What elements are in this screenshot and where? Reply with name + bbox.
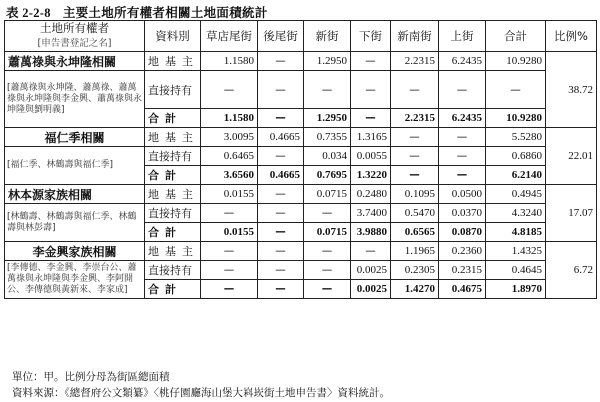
record-type: 直接持有: [145, 204, 201, 223]
area-value: 0.2480: [351, 185, 391, 204]
area-value: 0.7695: [304, 166, 351, 185]
owner-group-name: 蕭萬祿與永坤隆相關: [5, 52, 145, 71]
area-value: —: [258, 147, 304, 166]
area-value: 2.2315: [391, 109, 439, 128]
record-type: 地基主: [145, 128, 201, 147]
record-type: 直接持有: [145, 71, 201, 109]
record-type: 合計: [145, 109, 201, 128]
table-row: [5, 204, 597, 223]
area-value: 3.0095: [201, 128, 258, 147]
area-value: 0.6565: [391, 223, 439, 242]
area-value: 0.4645: [486, 261, 546, 280]
area-value: 4.3240: [486, 204, 546, 223]
ratio-value: 17.07: [546, 185, 597, 242]
table-caption: 主要土地所有權者相關土地面積統計: [62, 5, 268, 20]
area-value: 0.6465: [201, 147, 258, 166]
col-header: 合計: [486, 21, 546, 52]
area-value: —: [201, 280, 258, 299]
area-value: 3.9880: [351, 223, 391, 242]
area-value: 0.0715: [304, 185, 351, 204]
record-type: 直接持有: [145, 147, 201, 166]
table-row: [5, 52, 597, 71]
record-type: 合計: [145, 280, 201, 299]
table-row: [5, 71, 597, 109]
area-value: —: [304, 261, 351, 280]
area-value: —: [304, 242, 351, 261]
area-value: 0.0025: [351, 261, 391, 280]
header-row: [5, 21, 597, 52]
area-value: —: [258, 185, 304, 204]
area-value: 6.2140: [486, 166, 546, 185]
area-value: 10.9280: [486, 109, 546, 128]
area-value: —: [439, 71, 486, 109]
col-header: 新南街: [391, 21, 439, 52]
area-value: —: [351, 71, 391, 109]
area-value: 0.2360: [439, 242, 486, 261]
area-value: 1.1580: [201, 109, 258, 128]
col-header: 上街: [439, 21, 486, 52]
owner-group-name: 李金興家族相關: [5, 242, 145, 261]
area-value: 0.4665: [258, 128, 304, 147]
record-type: 直接持有: [145, 261, 201, 280]
col-header: 草店尾街: [201, 21, 258, 52]
owner-group-members: [福仁季、林鶴壽與福仁季]: [5, 147, 145, 185]
ratio-value: 38.72: [546, 52, 597, 128]
area-value: 1.4325: [486, 242, 546, 261]
owner-group-members: [林鶴壽、林鶴壽與福仁季、林鶴壽與林彭壽]: [5, 204, 145, 242]
col-header: 下街: [351, 21, 391, 52]
ratio-value: 6.72: [546, 242, 597, 299]
record-type: 合計: [145, 166, 201, 185]
area-value: 1.3220: [351, 166, 391, 185]
area-value: —: [351, 52, 391, 71]
footnote-source: 資料來源：《總督府公文類纂》〈桃仔園廳海山堡大嵙崁街土地申告書〉資料統計。: [12, 387, 390, 399]
area-value: 0.0870: [439, 223, 486, 242]
record-type: 合計: [145, 223, 201, 242]
owner-group-members: [蕭萬祿與永坤隆、蕭萬祿、蕭萬祿與永坤隆與李金興、蕭萬祿與永坤隆與劉明義]: [5, 71, 145, 128]
area-value: —: [201, 242, 258, 261]
owner-header-sub: [申告書登記之名]: [37, 38, 112, 49]
area-value: 0.0155: [201, 223, 258, 242]
area-value: —: [258, 280, 304, 299]
area-value: —: [258, 242, 304, 261]
area-value: 0.0370: [439, 204, 486, 223]
area-value: 6.2435: [439, 52, 486, 71]
area-value: —: [391, 147, 439, 166]
area-value: —: [304, 280, 351, 299]
area-value: 6.2435: [439, 109, 486, 128]
col-header: 新街: [304, 21, 351, 52]
ratio-value: 22.01: [546, 128, 597, 185]
area-value: —: [486, 71, 546, 109]
area-value: 0.4665: [258, 166, 304, 185]
area-value: —: [258, 52, 304, 71]
area-value: —: [391, 166, 439, 185]
area-value: —: [304, 204, 351, 223]
area-value: 0.2315: [439, 261, 486, 280]
table-row: [5, 147, 597, 166]
area-value: —: [201, 71, 258, 109]
owner-header-label: 土地所有權者: [40, 21, 109, 35]
area-value: —: [439, 147, 486, 166]
area-value: 1.8970: [486, 280, 546, 299]
record-type: 地基主: [145, 242, 201, 261]
area-value: 0.034: [304, 147, 351, 166]
record-type: 地基主: [145, 185, 201, 204]
area-value: 0.0500: [439, 185, 486, 204]
area-value: 0.0155: [201, 185, 258, 204]
area-value: 1.4270: [391, 280, 439, 299]
area-value: 0.0055: [351, 147, 391, 166]
table-row: [5, 242, 597, 261]
area-value: —: [258, 261, 304, 280]
owner-group-name: 林本源家族相關: [5, 185, 145, 204]
footnote-unit: 單位：甲。比例分母為街區總面積: [12, 371, 170, 383]
area-value: —: [439, 128, 486, 147]
type-header: 資料別: [145, 21, 201, 52]
area-value: 1.2950: [304, 109, 351, 128]
owner-group-members: [李傳德、李金興、李崇台公、蕭萬祿與永坤隆與李金興、李阿開公、李傳德與黃新來、李家成]: [5, 261, 145, 299]
table-row: [5, 261, 597, 280]
area-value: —: [351, 242, 391, 261]
col-header: 後尾街: [258, 21, 304, 52]
area-value: —: [201, 204, 258, 223]
area-value: 0.7355: [304, 128, 351, 147]
area-value: 1.2950: [304, 52, 351, 71]
area-value: —: [201, 261, 258, 280]
area-value: —: [391, 71, 439, 109]
table-title: [6, 3, 268, 21]
area-value: —: [258, 223, 304, 242]
land-area-table: [4, 20, 597, 299]
owner-header: [5, 21, 145, 52]
table-body: [5, 52, 597, 299]
area-value: —: [258, 71, 304, 109]
area-value: —: [258, 204, 304, 223]
area-value: 0.0715: [304, 223, 351, 242]
area-value: 5.5280: [486, 128, 546, 147]
area-value: 1.3165: [351, 128, 391, 147]
area-value: 2.2315: [391, 52, 439, 71]
area-value: 1.1580: [201, 52, 258, 71]
area-value: 3.6560: [201, 166, 258, 185]
area-value: —: [258, 109, 304, 128]
ratio-header: 比例%: [546, 21, 597, 52]
area-value: 4.8185: [486, 223, 546, 242]
area-value: 3.7400: [351, 204, 391, 223]
table-number: 表 2-2-8: [6, 6, 51, 20]
area-value: —: [391, 128, 439, 147]
area-value: 0.6860: [486, 147, 546, 166]
area-value: —: [439, 166, 486, 185]
area-value: 0.1095: [391, 185, 439, 204]
area-value: 10.9280: [486, 52, 546, 71]
area-value: 0.0025: [351, 280, 391, 299]
area-value: 0.2305: [391, 261, 439, 280]
area-value: —: [351, 109, 391, 128]
table-row: [5, 185, 597, 204]
area-value: 1.1965: [391, 242, 439, 261]
area-value: 0.5470: [391, 204, 439, 223]
area-value: 0.4945: [486, 185, 546, 204]
table-row: [5, 128, 597, 147]
area-value: —: [304, 71, 351, 109]
owner-group-name: 福仁季相關: [5, 128, 145, 147]
record-type: 地基主: [145, 52, 201, 71]
area-value: 0.4675: [439, 280, 486, 299]
